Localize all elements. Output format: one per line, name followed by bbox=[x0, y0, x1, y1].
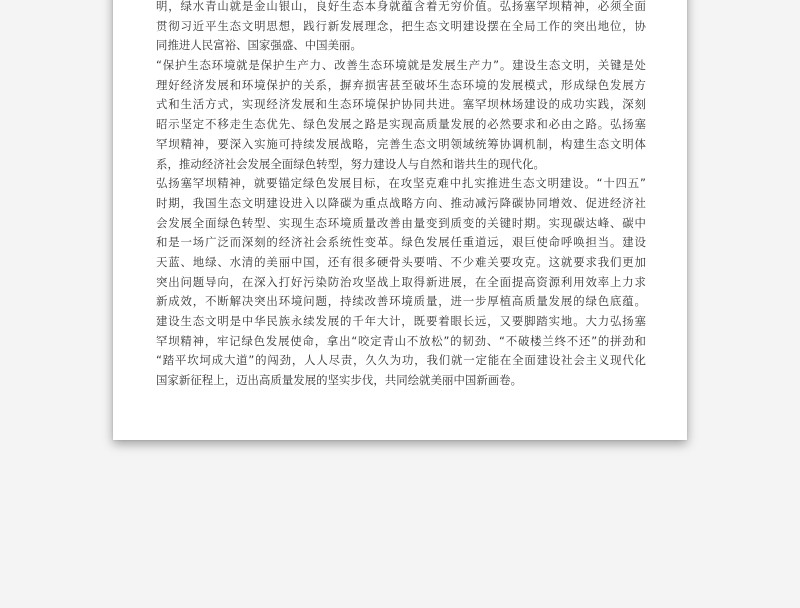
text-line: 天蓝、地绿、水清的美丽中国，还有很多硬骨头要啃、不少难关要攻克。这就要求我们更加 bbox=[156, 254, 646, 269]
text-line: 明，绿水青山就是金山银山，良好生态本身就蕴含着无穷价值。弘扬塞罕坝精神，必须全面 bbox=[156, 0, 646, 13]
text-line: 系，推动经济社会发展全面绿色转型，努力建设人与自然和谐共生的现代化。 bbox=[156, 156, 545, 171]
text-line: “保护生态环境就是保护生产力、改善生态环境就是发展生产力”。建设生态文明，关键是处 bbox=[156, 58, 646, 73]
text-line: 弘扬塞罕坝精神，就要锚定绿色发展目标，在攻坚克难中扎实推进生态文明建设。“十四五” bbox=[156, 176, 646, 191]
text-line: 理好经济发展和环境保护的关系，摒弃损害甚至破坏生态环境的发展模式，形成绿色发展方 bbox=[156, 77, 646, 92]
text-line: 会发展全面绿色转型、实现生态环境质量改善由量变到质变的关键时期。实现碳达峰、碳中 bbox=[156, 215, 646, 230]
document-body bbox=[156, 0, 646, 391]
text-line: “踏平坎坷成大道”的闯劲，人人尽责，久久为功，我们就一定能在全面建设社会主义现代化 bbox=[156, 353, 646, 368]
text-line: 昭示坚定不移走生态优先、绿色发展之路是实现高质量发展的必然要求和必由之路。弘扬塞 bbox=[156, 117, 646, 132]
text-line: 建设生态文明是中华民族永续发展的千年大计，既要着眼长远，又要脚踏实地。大力弘扬塞 bbox=[156, 314, 646, 328]
text-line: 同推进人民富裕、国家强盛、中国美丽。 bbox=[156, 38, 362, 53]
text-line: 时期，我国生态文明建设进入以降碳为重点战略方向、推动减污降碳协同增效、促进经济社 bbox=[156, 195, 646, 210]
text-line: 新成效，不断解决突出环境问题，持续改善环境质量，进一步厚植高质量发展的绿色底蕴。 bbox=[156, 294, 646, 309]
text-line: 贯彻习近平生态文明思想，践行新发展理念，把生态文明建设摆在全局工作的突出地位，协 bbox=[156, 18, 646, 33]
text-line: 突出问题导向，在深入打好污染防治攻坚战上取得新进展，在全面提高资源利用效率上力求 bbox=[156, 274, 646, 289]
text-line: 罕坝精神，牢记绿色发展使命，拿出“咬定青山不放松”的韧劲、“不破楼兰终不还”的拼劲和 bbox=[156, 333, 646, 348]
text-line: 式和生活方式，实现经济发展和生态环境保护协同共进。塞罕坝林场建设的成功实践，深刻 bbox=[156, 97, 646, 112]
text-line: 和是一场广泛而深刻的经济社会系统性变革。绿色发展任重道远，艰巨使命呼唤担当。建设 bbox=[156, 235, 646, 250]
text-line: 国家新征程上，迈出高质量发展的坚实步伐，共同绘就美丽中国新画卷。 bbox=[156, 373, 523, 388]
text-line: 罕坝精神，要深入实施可持续发展战略，完善生态文明领域统筹协调机制，构建生态文明体 bbox=[156, 136, 646, 151]
